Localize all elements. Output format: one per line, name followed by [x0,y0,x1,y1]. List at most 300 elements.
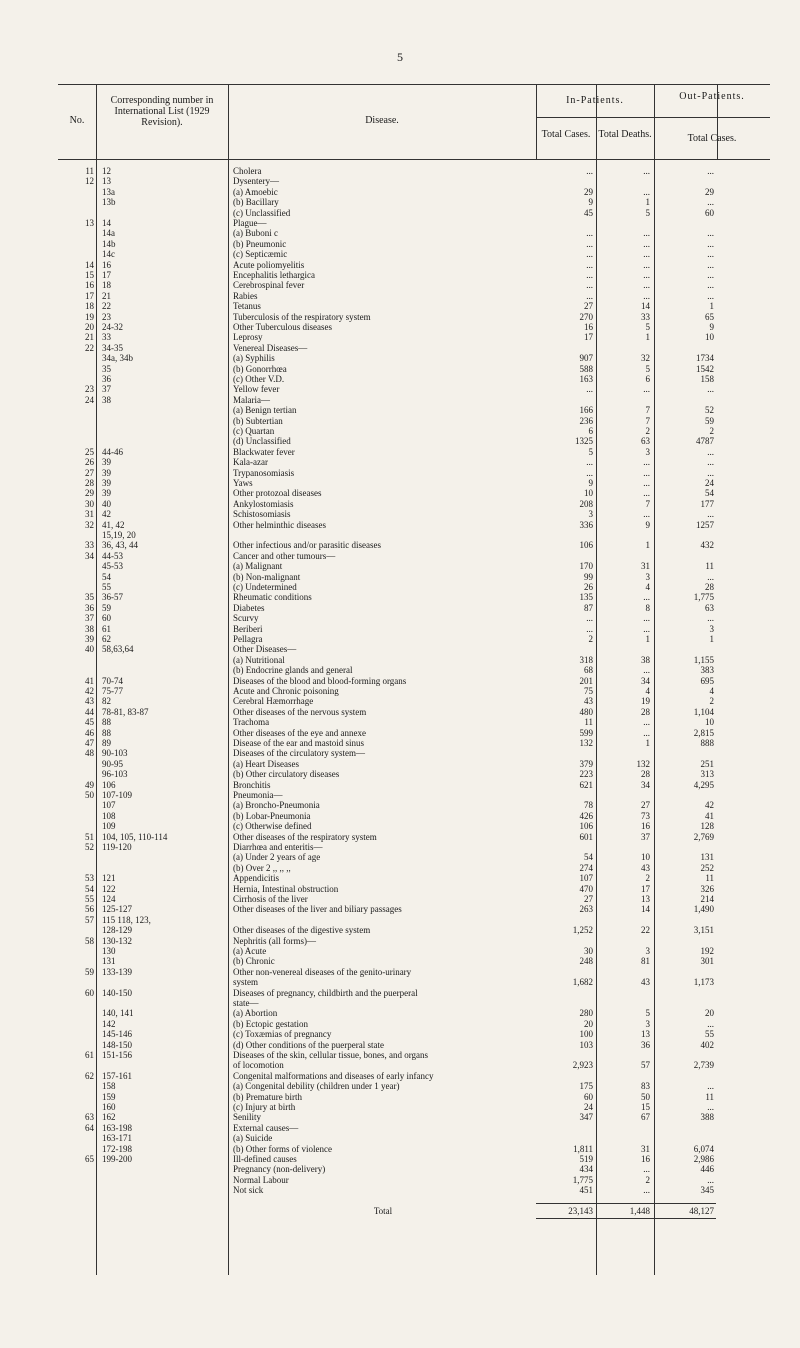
table-row [58,863,770,874]
cell-op: 695 [700,675,714,686]
table-row [58,228,770,239]
cell-td: 73 [641,810,650,821]
table-row [58,478,770,489]
cell-dis: Other Diseases— [233,644,297,655]
cell-tc: 3 [588,509,593,520]
cell-op: 24 [705,478,714,488]
cell-num: 106 [102,779,116,790]
cell-num: 90-95 [102,758,123,769]
cell-dis: Other diseases of the liver and biliary passages [233,904,402,915]
cell-op: 3 [709,623,714,634]
cell-dis: (b) Non-malignant [233,571,301,582]
cell-num: 119-120 [102,842,132,852]
cell-num: 14b [102,238,116,249]
cell-dis: Yaws [233,478,253,488]
table-row [58,260,770,271]
table-row [58,842,770,853]
cell-no: 24 [85,394,94,405]
cell-no: 35 [85,592,94,603]
cell-td: 3 [645,1018,650,1029]
header-corresponding-number: Corresponding number in International List (1929 Revision). [110,95,214,128]
cell-no: 19 [85,311,94,322]
header-no: No. [69,115,85,126]
cell-num: 133-139 [102,966,132,977]
cell-dis: Cerebrospinal fever [233,280,305,291]
cell-td: 1 [645,540,650,551]
cell-td: 34 [641,675,650,686]
table-row [58,301,770,312]
cell-td: ... [643,228,650,239]
cell-td: 2 [645,873,650,884]
cell-op: 177 [700,498,714,509]
cell-dis: (a) Malignant [233,561,283,572]
cell-tc: 347 [579,1112,593,1123]
cell-tc: 588 [579,363,593,374]
cell-tc: 163 [579,374,593,384]
cell-op: 2 [709,426,714,436]
cell-tc: 2 [588,634,593,644]
cell-dis: (c) Otherwise defined [233,821,312,832]
cell-tc: 17 [584,332,593,343]
cell-op: 313 [700,769,714,780]
cell-num: 15,19, 20 [102,530,136,540]
cell-tc: 263 [579,904,593,915]
cell-no: 43 [85,696,94,707]
cell-dis: (a) Congenital debility (children under 1 year) [233,1081,400,1092]
table-row [58,613,770,624]
cell-dis: Cancer and other tumours— [233,550,336,561]
cell-td: 28 [641,706,650,717]
cell-dis: (c) Undetermined [233,582,297,592]
cell-op: 52 [705,405,714,416]
table-row [58,218,770,229]
cell-td: 27 [641,800,650,811]
cell-op: ... [707,259,714,270]
cell-num: 37 [102,384,111,395]
cell-op: 4787 [696,436,714,447]
cell-op: 2,986 [693,1154,714,1164]
cell-td: 22 [641,925,650,936]
table-row [58,436,770,447]
cell-num: 33 [102,332,111,343]
cell-tc: 78 [584,800,593,811]
cell-dis: Acute poliomyelitis [233,259,305,270]
cell-td: ... [643,238,650,249]
cell-td: ... [643,727,650,738]
cell-op: ... [707,166,714,176]
table-row [58,270,770,281]
table-row [58,1144,770,1155]
cell-num: 109 [102,821,116,832]
cell-td: 43 [641,977,650,988]
cell-tc: 27 [584,894,593,904]
cell-op: 345 [700,1185,714,1196]
cell-no: 21 [85,332,94,343]
cell-num: 70-74 [102,675,123,686]
cell-dis: (b) Endocrine glands and general [233,665,353,676]
cell-op: ... [707,509,714,520]
cell-td: 1 [645,634,650,644]
cell-tc: 26 [584,582,593,592]
table-row [58,166,770,177]
cell-no: 53 [85,873,94,884]
table-row [58,374,770,385]
cell-dis: (a) Under 2 years of age [233,852,321,863]
cell-dis: Leprosy [233,332,263,343]
table-row [58,1123,770,1134]
cell-op: ... [707,1102,714,1112]
table-row [58,249,770,260]
cell-no: 55 [85,894,94,904]
cell-tc: 599 [579,727,593,738]
cell-tc: 43 [584,696,593,707]
table-row [58,977,770,988]
cell-no: 59 [85,966,94,977]
cell-dis: (b) Bacillary [233,197,279,208]
cell-dis: Pregnancy (non-delivery) [233,1164,326,1175]
cell-op: 1,173 [693,977,714,988]
cell-tc: 24 [584,1102,593,1112]
cell-num: 89 [102,738,111,748]
cell-no: 34 [85,550,94,561]
cell-num: 158 [102,1081,116,1092]
cell-dis: Congenital malformations and diseases of early infancy [233,1070,434,1081]
cell-tc: 166 [579,405,593,416]
cell-op: 1734 [696,353,714,364]
cell-no: 63 [85,1112,94,1123]
cell-dis: Blackwater fever [233,446,295,457]
cell-dis: Other protozoal diseases [233,488,322,499]
cell-num: 130-132 [102,935,132,946]
cell-num: 41, 42 [102,519,125,530]
table-row [58,405,770,416]
table-row [58,1040,770,1051]
cell-op: 402 [700,1039,714,1050]
cell-no: 15 [85,270,94,280]
table-row [58,894,770,905]
cell-op: 6,074 [693,1143,714,1154]
cell-op: 10 [705,717,714,728]
total-td: 1,448 [629,1205,650,1216]
cell-dis: Hernia, Intestinal obstruction [233,883,339,894]
cell-num: 151-156 [102,1050,132,1060]
cell-dis: Diseases of the skin, cellular tissue, bones, and organs [233,1050,429,1060]
cell-op: 63 [705,602,714,613]
cell-op: ... [707,1174,714,1185]
table-row [58,769,770,780]
cell-num: 82 [102,696,111,707]
cell-tc: 132 [579,738,593,748]
cell-tc: 10 [584,488,593,499]
cell-op: 55 [705,1029,714,1040]
table-row [58,676,770,687]
cell-num: 36 [102,374,111,384]
cell-tc: ... [586,280,593,291]
header-out-patients: Out-Patients. [679,91,745,102]
cell-dis: Diseases of pregnancy, childbirth and the puerperal [233,987,418,998]
cell-op: ... [707,249,714,260]
cell-no: 29 [85,488,94,499]
cell-dis: Acute and Chronic poisoning [233,686,339,696]
cell-td: 33 [641,311,650,322]
cell-num: 16 [102,259,111,270]
cell-num: 88 [102,717,111,728]
cell-dis: Cirrhosis of the liver [233,894,308,904]
cell-tc: ... [586,384,593,395]
cell-op: ... [707,280,714,291]
cell-num: 39 [102,467,111,478]
cell-td: 1 [645,197,650,208]
cell-no: 25 [85,446,94,457]
cell-num: 60 [102,613,111,624]
cell-num: 39 [102,478,111,488]
cell-no: 20 [85,322,94,332]
cell-op: 54 [705,488,714,499]
header-in-total-cases: Total Cases. [541,129,591,140]
cell-dis: Disease of the ear and mastoid sinus [233,738,364,748]
cell-dis: Diabetes [233,602,265,613]
cell-num: 14a [102,228,115,239]
cell-op: ... [707,290,714,301]
cell-dis: Trypanosomiasis [233,467,295,478]
cell-no: 50 [85,790,94,800]
cell-dis: Kala-azar [233,457,268,468]
cell-num: 88 [102,727,111,738]
table-row [58,468,770,479]
cell-td: 43 [641,862,650,873]
cell-no: 26 [85,457,94,468]
cell-num: 14 [102,218,111,228]
cell-op: 29 [705,186,714,197]
cell-tc: ... [586,270,593,280]
table-row [58,655,770,666]
cell-no: 47 [85,738,94,748]
cell-tc: 379 [579,758,593,769]
header-in-patients: In-Patients. [566,95,624,106]
cell-dis: (d) Unclassified [233,436,291,447]
cell-dis: (a) Abortion [233,1008,278,1019]
cell-no: 56 [85,904,94,915]
cell-no: 17 [85,290,94,301]
cell-tc: 1,811 [573,1143,593,1154]
cell-num: 131 [102,956,116,967]
cell-td: 2 [645,426,650,436]
cell-op: 1542 [696,363,714,374]
cell-num: 54 [102,571,111,582]
header-out-total-cases: Total Cases. [687,133,737,144]
cell-num: 107-109 [102,790,132,800]
cell-tc: 480 [579,706,593,717]
table-row [58,1071,770,1082]
cell-op: 2,739 [693,1060,714,1071]
cell-dis: Bronchitis [233,779,271,790]
cell-td: 9 [645,519,650,530]
cell-tc: 175 [579,1081,593,1092]
cell-tc: 68 [584,665,593,676]
cell-tc: 87 [584,602,593,613]
cell-op: ... [707,457,714,468]
cell-no: 23 [85,384,94,395]
cell-no: 27 [85,467,94,478]
cell-td: 1 [645,738,650,748]
cell-td: 63 [641,436,650,447]
total-op: 48,127 [689,1205,714,1216]
cell-dis: (c) Toxæmias of pregnancy [233,1029,332,1040]
cell-tc: ... [586,623,593,634]
cell-dis: (c) Quartan [233,426,275,436]
cell-td: 13 [641,894,650,904]
cell-num: 36, 43, 44 [102,540,138,551]
table-row [58,551,770,562]
cell-tc: 274 [579,862,593,873]
cell-tc: 280 [579,1008,593,1019]
header-disease: Disease. [365,115,399,126]
cell-td: 36 [641,1039,650,1050]
cell-num: 45-53 [102,561,123,572]
cell-num: 21 [102,290,111,301]
cell-num: 23 [102,311,111,322]
cell-dis: Rabies [233,290,258,301]
cell-num: 162 [102,1112,116,1123]
cell-op: 9 [709,322,714,332]
cell-num: 18 [102,280,111,291]
cell-tc: ... [586,467,593,478]
cell-tc: 208 [579,498,593,509]
cell-tc: 1,252 [572,925,593,936]
table-row [58,426,770,437]
table-row [58,1133,770,1144]
cell-num: 34-35 [102,342,123,353]
cell-dis: system [233,977,259,988]
cell-num: 14c [102,249,115,260]
table-row [58,1185,770,1196]
cell-dis: (a) Amoebic [233,186,278,197]
table-row [58,592,770,603]
table-row [58,1112,770,1123]
table-row [58,603,770,614]
cell-op: 1 [709,301,714,312]
cell-num: 78-81, 83-87 [102,706,149,717]
cell-tc: 27 [584,301,593,312]
table-row [58,1175,770,1186]
cell-dis: Other diseases of the digestive system [233,925,371,936]
page-number: 5 [397,50,403,64]
table-row [58,1081,770,1092]
cell-td: 5 [645,363,650,374]
cell-num: 142 [102,1018,116,1029]
cell-num: 140, 141 [102,1008,134,1019]
cell-td: 10 [641,852,650,863]
cell-dis: Dysentery— [233,176,279,187]
cell-tc: 519 [579,1154,593,1164]
cell-dis: (b) Other forms of violence [233,1143,332,1154]
cell-op: 11 [705,873,714,884]
cell-tc: 470 [579,883,593,894]
cell-td: 17 [641,883,650,894]
cell-dis: Pneumonia— [233,790,283,800]
table-row [58,717,770,728]
cell-tc: ... [586,613,593,624]
cell-tc: 907 [579,353,593,364]
cell-dis: (a) Syphilis [233,353,275,364]
cell-dis: Cerebral Hæmorrhage [233,696,314,707]
cell-no: 40 [85,644,94,655]
table-row [58,343,770,354]
table-row [58,852,770,863]
cell-dis: Yellow fever [233,384,280,395]
cell-num: 58,63,64 [102,644,134,655]
cell-no: 42 [85,686,94,696]
cell-dis: Beriberi [233,623,263,634]
cell-dis: Appendicitis [233,873,279,884]
table-row [58,416,770,427]
table-row [58,572,770,583]
table-row [58,780,770,791]
cell-op: 251 [700,758,714,769]
table-row [58,967,770,978]
cell-td: 7 [645,498,650,509]
cell-td: ... [643,186,650,197]
cell-op: 28 [705,582,714,592]
cell-td: 19 [641,696,650,707]
cell-td: 31 [641,561,650,572]
cell-tc: 201 [579,675,593,686]
cell-td: 31 [641,1143,650,1154]
cell-tc: 100 [579,1029,593,1040]
cell-no: 41 [85,675,94,686]
cell-td: 34 [641,779,650,790]
cell-td: 2 [645,1174,650,1185]
table-row [58,1092,770,1103]
cell-tc: 270 [579,311,593,322]
cell-op: 326 [700,883,714,894]
table-row [58,1102,770,1113]
cell-num: 172-198 [102,1143,132,1154]
cell-td: 16 [641,821,650,832]
cell-dis: of locomotion [233,1060,284,1071]
cell-no: 31 [85,509,94,520]
table-row [58,800,770,811]
cell-tc: 30 [584,946,593,956]
cell-op: 388 [700,1112,714,1123]
cell-td: 28 [641,769,650,780]
cell-dis: (d) Other conditions of the puerperal state [233,1039,384,1050]
cell-dis: (a) Heart Diseases [233,758,299,769]
cell-num: 199-200 [102,1154,132,1164]
table-row [58,1019,770,1030]
cell-td: ... [643,1164,650,1175]
cell-dis: Diarrhœa and enteritis— [233,842,323,852]
cell-tc: 451 [579,1185,593,1196]
cell-tc: ... [586,259,593,270]
cell-num: 59 [102,602,111,613]
cell-num: 55 [102,582,111,592]
cell-dis: Senility [233,1112,262,1123]
cell-dis: Other non-venereal diseases of the genito-urinary [233,966,412,977]
table-row [58,707,770,718]
cell-num: 62 [102,634,111,644]
table-row [58,748,770,759]
cell-op: 158 [700,374,714,384]
cell-op: 1,490 [693,904,714,915]
cell-tc: ... [586,228,593,239]
table-row [58,582,770,593]
cell-no: 33 [85,540,94,551]
cell-num: 38 [102,394,111,405]
cell-op: 1,155 [693,654,714,665]
cell-num: 61 [102,623,111,634]
cell-op: 214 [700,894,714,904]
